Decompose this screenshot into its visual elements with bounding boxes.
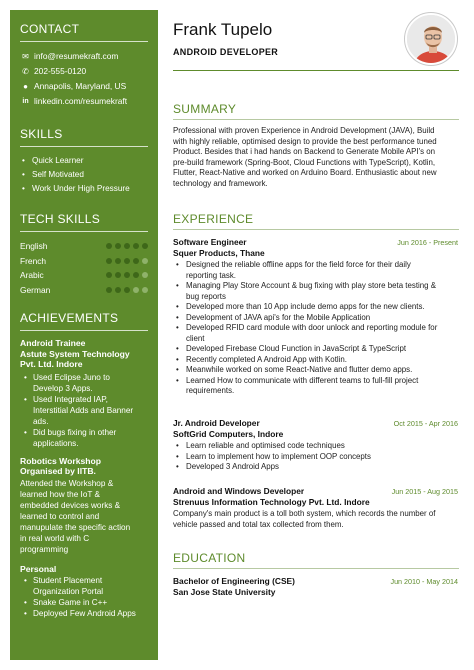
achievement-block (20, 456, 148, 555)
rating-dot (142, 272, 148, 278)
email-icon: ✉ (22, 52, 29, 61)
contact-email[interactable] (20, 49, 148, 64)
contact-location (20, 79, 148, 94)
job-bullet: • Developed 3 Android Apps (176, 462, 280, 471)
divider (20, 330, 148, 331)
job-entry (173, 237, 458, 397)
job-bullet: • Developed more than 10 App include demo apps for the new clients. (176, 302, 425, 311)
divider (20, 41, 148, 42)
achievement-title: Personal (20, 563, 57, 574)
job-company: Strenuus Information Technology Pvt. Ltd. Indore (173, 497, 370, 507)
header-divider (173, 70, 459, 71)
divider (173, 229, 459, 230)
job-bullet: • Developed RFID card module with door unlock and reporting module for client (176, 323, 438, 343)
skill-level-rating (106, 287, 148, 293)
job-entry (173, 486, 458, 530)
divider (20, 231, 148, 232)
candidate-name: Frank Tupelo (173, 20, 273, 39)
job-bullet: • Meanwhile worked on some React-Native and flutter demo apps. (176, 365, 413, 374)
job-date: Jun 2015 - Aug 2015 (391, 487, 458, 496)
divider (20, 146, 148, 147)
rating-dot (106, 272, 112, 278)
skill-level-rating (106, 258, 148, 264)
skill-item: • Self Motivated (22, 170, 84, 179)
rating-dot (115, 272, 121, 278)
job-title: Software Engineer (173, 237, 247, 247)
rating-dot (142, 287, 148, 293)
rating-dot (142, 243, 148, 249)
education-heading: EDUCATION (173, 551, 246, 565)
divider (173, 568, 459, 569)
achievements-heading: ACHIEVEMENTS (20, 311, 119, 325)
tech-skills-heading: TECH SKILLS (20, 212, 100, 226)
job-bullet: • Learned How to communicate with different teams to full-fill project requirements. (176, 375, 419, 395)
contact-heading: CONTACT (20, 22, 80, 36)
rating-dot (124, 258, 130, 264)
rating-dot (106, 243, 112, 249)
contact-linkedin[interactable] (20, 94, 148, 109)
achievement-bullet: • Did bugs fixing in other applications. (24, 427, 117, 448)
skill-item: • Work Under High Pressure (22, 184, 130, 193)
avatar (405, 13, 457, 65)
experience-heading: EXPERIENCE (173, 212, 254, 226)
achievements-section (20, 311, 148, 619)
summary-heading: SUMMARY (173, 102, 237, 116)
achievement-bullet: • Snake Game in C++ (24, 598, 108, 607)
job-bullet: • Learn reliable and optimised code techniques (176, 441, 345, 450)
rating-dot (133, 272, 139, 278)
phone-icon: ✆ (22, 67, 29, 76)
contact-section (20, 22, 148, 109)
sidebar (10, 10, 158, 660)
tech-skill-name: Arabic (20, 270, 44, 280)
rating-dot (124, 272, 130, 278)
job-company: SoftGrid Computers, Indore (173, 429, 284, 439)
skills-section (20, 127, 148, 196)
rating-dot (106, 258, 112, 264)
tech-skill-name: French (20, 255, 47, 266)
job-title: Android and Windows Developer (173, 486, 305, 496)
job-date: Jun 2016 - Present (397, 238, 458, 247)
rating-dot (115, 243, 121, 249)
job-bullet: • Development of JAVA api's for the Mobile Application (176, 312, 371, 322)
job-bullet: • Designed the reliable offline apps for the field force for their daily reporting task. (176, 260, 411, 280)
achievement-title: Astute System Technology (20, 348, 130, 359)
job-company: Squer Products, Thane (173, 248, 265, 258)
divider (173, 119, 459, 120)
tech-skill-name: English (20, 241, 48, 251)
job-entry (173, 418, 458, 473)
contact-linkedin-text: linkedin.com/resumekraft (34, 96, 128, 106)
education-entry (173, 576, 458, 597)
person-icon (407, 15, 457, 65)
tech-skill-name: German (20, 284, 51, 295)
tech-skill-row (20, 239, 148, 254)
contact-phone[interactable] (20, 64, 148, 79)
achievement-bullet: • Used Eclipse Juno to Develop 3 Apps. (24, 372, 110, 393)
achievement-title: Android Trainee (20, 338, 86, 348)
candidate-role: ANDROID DEVELOPER (173, 47, 279, 57)
skill-level-rating (106, 243, 148, 249)
job-description: Company's main product is a toll both system, which records the number of vehicle passed and total tax collected from them. (173, 509, 436, 529)
achievement-block (20, 564, 148, 620)
job-bullet: • Developed Firebase Cloud Function in JavaScript & TypeScript (176, 344, 407, 353)
rating-dot (133, 258, 139, 264)
skill-level-rating (106, 272, 148, 278)
tech-skill-row (20, 268, 148, 283)
location-icon: ● (23, 82, 28, 91)
skill-item: • Quick Learner (22, 156, 84, 165)
achievement-title: Organised by IITB. (20, 466, 96, 476)
achievement-bullet: • Used Integrated IAP, Interstitial Adds and Banner ads. (24, 394, 134, 426)
rating-dot (133, 243, 139, 249)
achievement-title: Robotics Workshop (20, 455, 102, 466)
tech-skill-row (20, 283, 148, 298)
rating-dot (115, 258, 121, 264)
achievement-bullet: • Student Placement Organization Portal (24, 576, 104, 596)
education-date: Jun 2010 - May 2014 (390, 577, 458, 586)
contact-location-text: Annapolis, Maryland, US (34, 81, 127, 91)
job-date: Oct 2015 - Apr 2016 (393, 419, 458, 428)
education-school: San Jose State University (173, 587, 276, 597)
job-bullet: • Managing Play Store Account & bug fixing with play store beta testing & bug reports (176, 281, 437, 301)
achievement-bullet: • Deployed Few Android Apps (24, 609, 136, 618)
achievement-block (20, 338, 148, 449)
rating-dot (124, 243, 130, 249)
education-degree: Bachelor of Engineering (CSE) (173, 576, 295, 586)
achievement-text: Attended the Workshop & learned how the IoT & embedded devices works & learned to control and manupulate the specific action in real world with C programming (20, 478, 131, 554)
job-title: Jr. Android Developer (173, 418, 260, 428)
rating-dot (124, 287, 130, 293)
job-bullet: • Recently completed A Android App with Kotlin. (176, 354, 347, 364)
contact-email-text: info@resumekraft.com (34, 51, 119, 61)
tech-skill-row (20, 254, 148, 269)
rating-dot (142, 258, 148, 264)
skills-heading: SKILLS (20, 127, 63, 141)
rating-dot (133, 287, 139, 293)
summary-text: Professional with proven Experience in Android Development (JAVA), Build with highly reliable, optimised design to provide the best performance tuned Product. Besides that i had hands on Backend to Generate Mobile API's on pre-build framework (Spring-Boot, Cloud Functions with TypeScript), Kotlin, Flutter, React-Native and worked on Arduino Board. Enthusiastic about new technology and framework. (173, 126, 437, 188)
achievement-title: Pvt. Ltd. Indore (20, 359, 83, 369)
job-bullet: • Learn to implement how to implement OOP concepts (176, 451, 371, 461)
rating-dot (106, 287, 112, 293)
contact-phone-text: 202-555-0120 (34, 66, 87, 76)
linkedin-icon: in (22, 98, 29, 105)
rating-dot (115, 287, 121, 293)
tech-skills-section (20, 212, 148, 297)
